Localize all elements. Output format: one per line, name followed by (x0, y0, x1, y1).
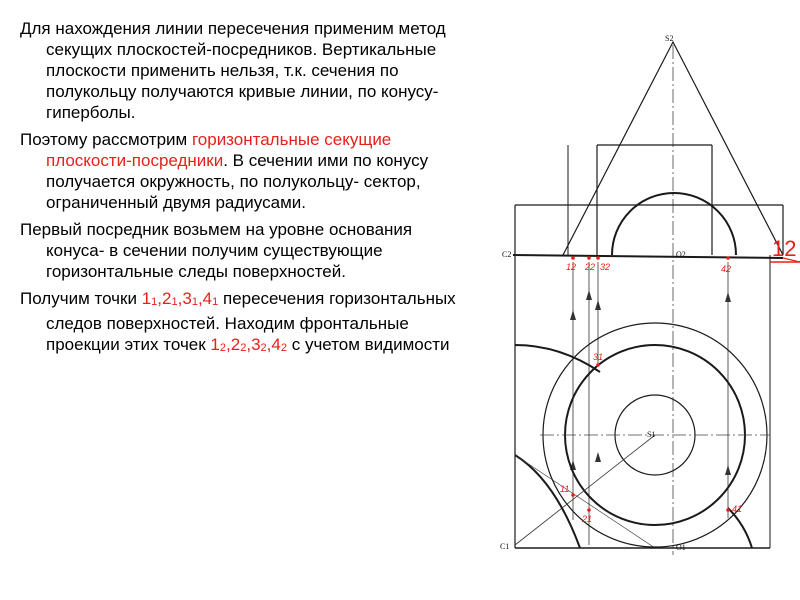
paragraph-2-text-a: Поэтому рассмотрим (20, 130, 192, 149)
marker-4-2 (726, 256, 730, 260)
construction-diag-1 (515, 435, 655, 545)
explanation-text (20, 18, 470, 365)
paragraph-2-highlight: горизонтальные секущие плоскости-посредники (46, 130, 392, 170)
paragraph-2 (20, 129, 470, 213)
paragraph-4 (20, 288, 470, 359)
paragraph-3 (20, 219, 470, 282)
half-ring-plan-right (728, 508, 752, 548)
label-point-2-1: 21 (582, 514, 593, 524)
red-point-markers (571, 256, 730, 512)
label-point-4-1: 41 (732, 504, 743, 514)
points-set-2: $1_2,2_2,3_2,4_2$ (210, 335, 287, 354)
label-point-1-2-large: 12 (772, 236, 797, 261)
paragraph-4-text-a: Получим точки (20, 289, 142, 308)
label-o2: O2 (676, 250, 686, 259)
label-s2: S2 (665, 34, 674, 43)
arrow-6 (595, 452, 601, 462)
label-point-3-2: 32 (600, 262, 611, 272)
marker-3-1 (596, 363, 600, 367)
paragraph-1-text: Для нахождения линии пересечения применим метод секущих плоскостей-посредников. Вертикальные плоскости применить нельзя, т.к. сечения по полукольцу получаются кривые линии, по конусу- гиперболы. (20, 19, 446, 122)
paragraph-4-text-c: с учетом видимости (287, 335, 450, 354)
marker-1-1 (571, 493, 575, 497)
base-line-c2 (513, 255, 783, 258)
marker-2-1 (587, 508, 591, 512)
label-s1: S1 (647, 430, 656, 439)
half-ring-plan-outer (515, 345, 600, 372)
label-o1: O1 (676, 543, 686, 552)
paragraph-3-text: Первый посредник возьмем на уровне основания конуса- в сечении получим существующие горизонтальные следы поверхностей. (20, 220, 413, 281)
paragraph-4-text-b: пересечения горизонтальных следов поверхностей. Находим фронтальные проекции этих точек (46, 289, 456, 354)
arrow-2 (586, 290, 592, 300)
marker-1-2 (571, 256, 575, 260)
paragraph-2-text-b: . В сечении ими по конусу получается окружность, по полукольцу- сектор, ограниченный двумя радиусами. (46, 151, 429, 212)
arrow-3 (595, 300, 601, 310)
label-c1: C1 (500, 542, 510, 551)
paragraph-1 (20, 18, 470, 123)
label-point-1-2: 12 (566, 262, 577, 272)
arrow-4 (725, 292, 731, 302)
marker-3-2 (596, 256, 600, 260)
label-point-3-1: 31 (593, 352, 604, 362)
half-ring-arc (612, 193, 736, 255)
label-point-1-1: 11 (560, 484, 570, 494)
marker-2-2 (587, 256, 591, 260)
arrow-7 (725, 465, 731, 475)
arrow-1 (570, 310, 576, 320)
label-point-2-2: 22 (585, 262, 596, 272)
label-point-4-2: 42 (721, 264, 732, 274)
points-set-1: $1_1,2_1,3_1,4_1$ (141, 289, 219, 308)
label-c2: C2 (502, 250, 512, 259)
marker-4-1 (726, 508, 730, 512)
